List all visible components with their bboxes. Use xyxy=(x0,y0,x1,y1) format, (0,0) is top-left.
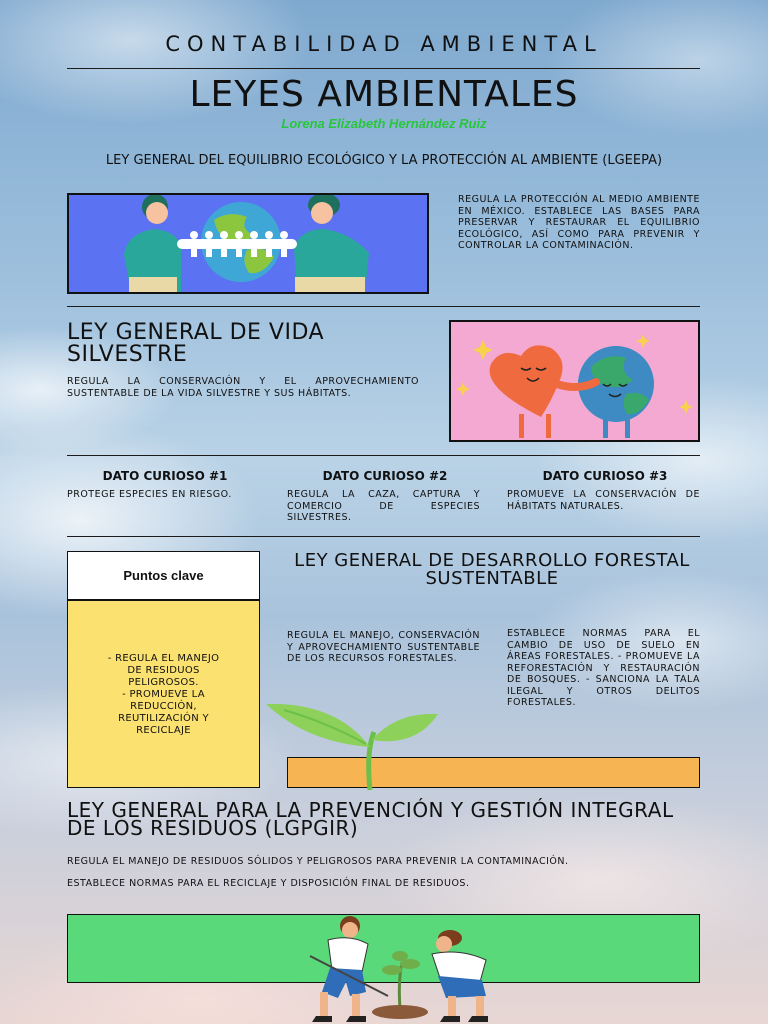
curioso-1-text: PROTEGE ESPECIES EN RIESGO. xyxy=(67,489,232,500)
document-title: LEYES AMBIENTALES xyxy=(189,74,579,115)
puntos-clave-title: Puntos clave xyxy=(67,551,260,600)
vida-silvestre-description: REGULA LA CONSERVACIÓN Y EL APROVECHAMIENTO SUSTENTABLE DE LA VIDA SILVESTRE Y SUS HÁBITATS. xyxy=(67,376,419,399)
lgeepa-title: LEY GENERAL DEL EQUILIBRIO ECOLÓGICO Y LA PROTECCIÓN AL AMBIENTE (LGEEPA) xyxy=(105,153,663,168)
puntos-clave-line: DE RESIDUOS xyxy=(127,665,200,676)
forestal-text-left: REGULA EL MANEJO, CONSERVACIÓN Y APROVECHAMIENTO SUSTENTABLE DE LOS RECURSOS FORESTALES. xyxy=(287,630,480,664)
lgpgir-text-1: REGULA EL MANEJO DE RESIDUOS SÓLIDOS Y PELIGROSOS PARA PREVENIR LA CONTAMINACIÓN. xyxy=(67,856,569,867)
forestal-title: LEY GENERAL DE DESARROLLO FORESTAL SUSTENTABLE xyxy=(294,550,690,589)
puntos-clave-line: - REGULA EL MANEJO xyxy=(107,653,220,664)
author-name: Lorena Elizabeth Hernández Ruiz xyxy=(281,116,487,131)
puntos-clave-line: REDUCCIÓN, xyxy=(130,701,197,712)
vida-silvestre-title: LEY GENERAL DE VIDA SILVESTRE xyxy=(67,320,325,367)
curioso-2-text: REGULA LA CAZA, CAPTURA Y COMERCIO DE ESPECIES SILVESTRES. xyxy=(287,489,480,523)
curioso-3-text: PROMUEVE LA CONSERVACIÓN DE HÁBITATS NATURALES. xyxy=(507,489,700,512)
divider xyxy=(67,536,700,537)
divider xyxy=(67,455,700,456)
puntos-clave-line: REUTILIZACIÓN Y xyxy=(118,713,209,724)
document-subtitle: CONTABILIDAD AMBIENTAL xyxy=(165,32,603,56)
curioso-1-title: DATO CURIOSO #1 xyxy=(102,469,228,483)
puntos-clave-list xyxy=(67,600,260,788)
lgeepa-description: REGULA LA PROTECCIÓN AL MEDIO AMBIENTE EN MÉXICO. ESTABLECE LAS BASES PARA PRESERVAR Y RESTAURAR EL EQUILIBRIO ECOLÓGICO, ASÍ COMO PARA PREVENIR Y CONTROLAR LA CONTAMINACIÓN. xyxy=(458,194,700,251)
forestal-text-right: ESTABLECE NORMAS PARA EL CAMBIO DE USO DE SUELO EN ÁREAS FORESTALES. - PROMUEVE LA REFORESTACIÓN Y RESTAURACIÓN DE BOSQUES. - SANCIONA LA TALA ILEGAL Y OTROS DELITOS FORESTALES. xyxy=(507,628,700,708)
puntos-clave-line: - PROMUEVE LA xyxy=(122,689,205,700)
sprout-icon xyxy=(266,692,446,790)
curioso-2-title: DATO CURIOSO #2 xyxy=(322,469,448,483)
divider xyxy=(67,306,700,307)
lgpgir-text-2: ESTABLECE NORMAS PARA EL RECICLAJE Y DISPOSICIÓN FINAL DE RESIDUOS. xyxy=(67,878,470,889)
puntos-clave-line: RECICLAJE xyxy=(136,725,191,736)
heart-hugging-earth-illustration xyxy=(449,320,700,442)
curioso-3-title: DATO CURIOSO #3 xyxy=(542,469,668,483)
kids-planting-tree-illustration xyxy=(250,912,520,1024)
people-globe-illustration xyxy=(67,193,429,294)
puntos-clave-line: PELIGROSOS. xyxy=(128,677,199,688)
lgpgir-title: LEY GENERAL PARA LA PREVENCIÓN Y GESTIÓN INTEGRAL DE LOS RESIDUOS (LGPGIR) xyxy=(67,798,674,840)
divider xyxy=(67,68,700,69)
